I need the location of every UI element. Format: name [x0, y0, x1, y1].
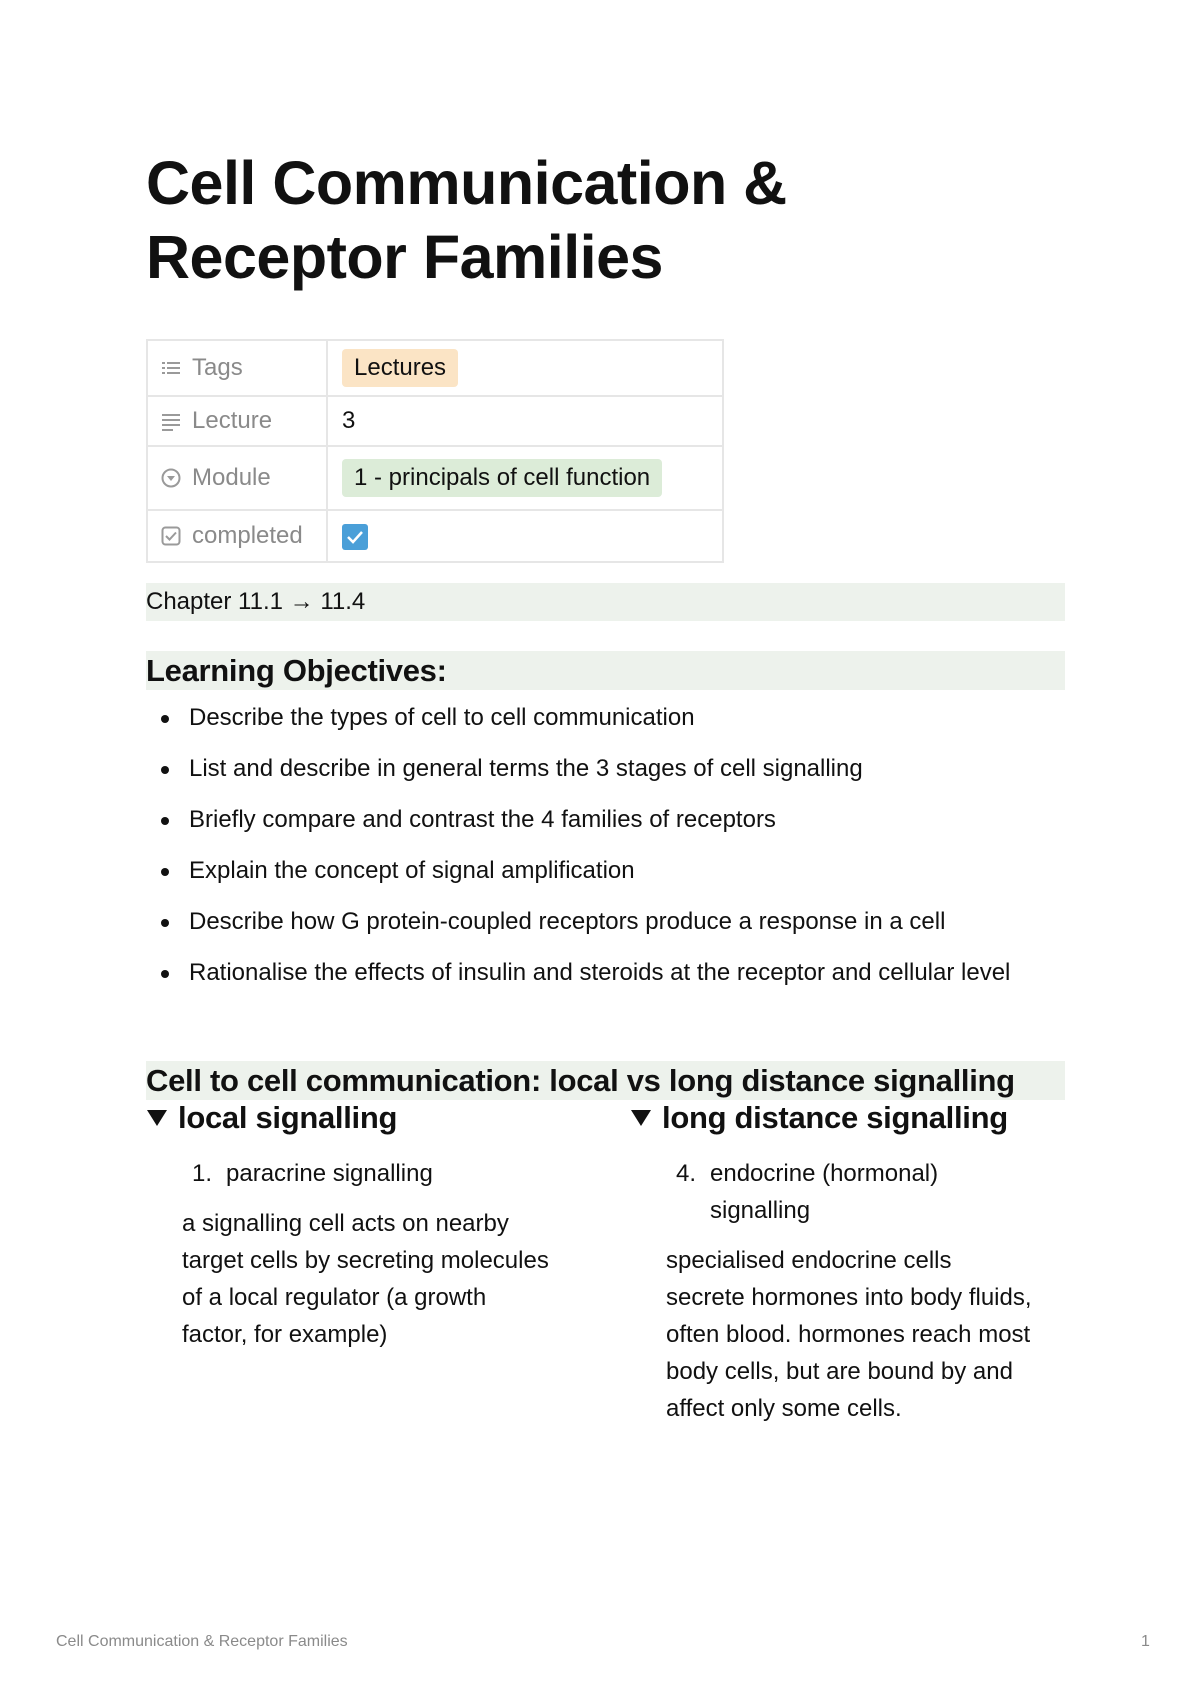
numbered-item	[146, 1155, 586, 1192]
page-title	[146, 146, 946, 294]
item-text: endocrine (hormonal) signalling	[710, 1160, 939, 1224]
property-value-lecture[interactable]	[327, 396, 723, 446]
property-row-completed	[147, 510, 723, 562]
text-lines-icon	[160, 410, 182, 432]
properties-table	[146, 339, 724, 563]
local-signalling-column	[146, 1097, 586, 1353]
list-item: Explain the concept of signal amplification	[146, 853, 1065, 889]
lecture-number: 3	[342, 407, 356, 434]
list-icon	[160, 357, 182, 379]
toggle-label: long distance signalling	[662, 1100, 1008, 1135]
property-key-tags	[147, 340, 327, 396]
numbered-item	[630, 1155, 950, 1229]
list-item: Describe how G protein-coupled receptors produce a response in a cell	[146, 904, 1065, 940]
footer-title: Cell Communication & Receptor Families	[56, 1633, 348, 1650]
property-row-module	[147, 446, 723, 510]
objectives-list	[146, 700, 1065, 1006]
completed-checkbox[interactable]	[342, 524, 368, 550]
toggle-label: local signalling	[178, 1100, 398, 1135]
property-key-module	[147, 446, 327, 510]
title-line-1: Cell Communication &	[146, 149, 787, 217]
property-key-lecture	[147, 396, 327, 446]
communication-heading: Cell to cell communication: local vs long distance signalling	[146, 1061, 1065, 1100]
list-item: Briefly compare and contrast the 4 families of receptors	[146, 802, 1065, 838]
item-text: paracrine signalling	[226, 1160, 433, 1187]
long-distance-signalling-column	[630, 1097, 1070, 1427]
page-number: 1	[1141, 1633, 1150, 1650]
list-item: Describe the types of cell to cell communication	[146, 700, 1065, 736]
select-circle-icon	[160, 467, 182, 489]
triangle-down-icon[interactable]	[630, 1097, 652, 1139]
learning-objectives-heading: Learning Objectives:	[146, 651, 1065, 690]
module-pill[interactable]: 1 - principals of cell function	[342, 459, 662, 497]
item-number: 1.	[192, 1160, 213, 1187]
endocrine-description: specialised endocrine cells secrete hormones into body fluids, often blood. hormones reach most body cells, but are bound by and affect only some cells.	[666, 1247, 1032, 1422]
checkbox-icon	[160, 525, 182, 547]
property-value-tags[interactable]	[327, 340, 723, 396]
list-item: List and describe in general terms the 3 stages of cell signalling	[146, 751, 1065, 787]
property-row-lecture	[147, 396, 723, 446]
triangle-down-icon[interactable]	[146, 1097, 168, 1139]
property-label: completed	[192, 522, 303, 549]
property-label: Module	[192, 464, 271, 491]
property-label: Tags	[192, 354, 243, 381]
title-line-2: Receptor Families	[146, 223, 663, 291]
property-key-completed	[147, 510, 327, 562]
property-value-module[interactable]	[327, 446, 723, 510]
local-signalling-toggle[interactable]	[146, 1097, 586, 1139]
long-distance-signalling-toggle[interactable]	[630, 1097, 1070, 1139]
property-label: Lecture	[192, 407, 273, 434]
property-row-tags	[147, 340, 723, 396]
item-number: 4.	[676, 1160, 697, 1187]
tag-pill[interactable]: Lectures	[342, 349, 458, 387]
chapter-callout: Chapter 11.1 → 11.4	[146, 583, 1065, 621]
paracrine-description: a signalling cell acts on nearby target cells by secreting molecules of a local regulator (a growth factor, for example)	[182, 1210, 549, 1348]
property-value-completed[interactable]	[327, 510, 723, 562]
list-item: Rationalise the effects of insulin and steroids at the receptor and cellular level	[146, 955, 1065, 991]
checkmark-icon	[345, 527, 365, 547]
